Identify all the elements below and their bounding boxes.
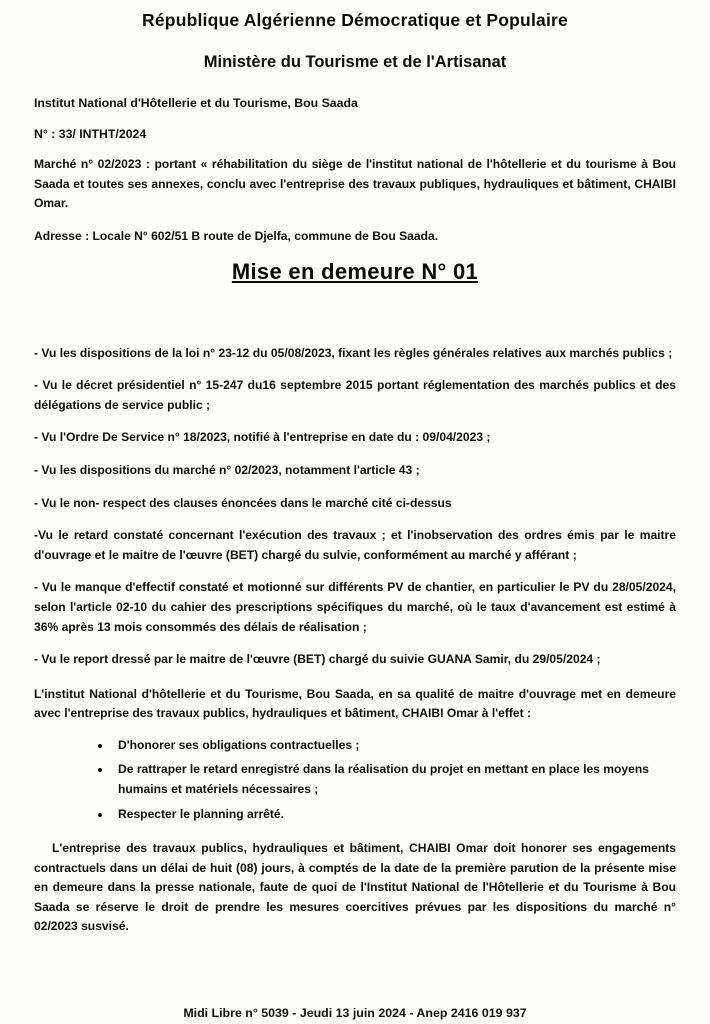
address-line: Adresse : Locale N° 602/51 B route de Djelfa, commune de Bou Saada. [34,228,439,243]
clause-item: - Vu le manque d'effectif constaté et motionné sur différents PV de chantier, en particulier le PV du 28/05/2024, selon l'article 02-10 du cahier des prescriptions spécifiques du marché, où le taux d'avancement est estimé à 36% après 13 mois consommés des délais de réalisation ; [34,580,676,634]
body-paragraph: L'institut National d'hôtellerie et du Tourisme, Bou Saada, en sa qualité de maitre d'ouvrage met en demeure avec l'entreprise des travaux publics, hydrauliques et bâtiment, CHAIBI Omar à l'effet : [34,686,676,721]
clause-item: - Vu le décret présidentiel n° 15-247 du16 septembre 2015 portant réglementation des marchés publics et des délégations de service public ; [34,378,676,412]
page-title: Mise en demeure N° 01 [231,258,479,284]
footer-publication: Midi Libre n° 5039 - Jeudi 13 juin 2024 - Anep 2416 019 937 [183,1006,527,1020]
reference-number: N° : 33/ INTHT/2024 [34,127,147,141]
clause-item: - Vu le non- respect des clauses énoncées dans le marché cité ci-dessus [34,495,452,510]
closing-paragraph: L'entreprise des travaux publics, hydrauliques et bâtiment, CHAIBI Omar doit honorer ses engagements contractuels dans un délai de huit (08) jours, à comptés de la date de la première parution de la présente mise en demeure dans la presse nationale, faute de quoi de l'Institut National de l'Hôtellerie et du Tourisme à Bou Saada se réserve le droit de prendre les mesures coercitives prévues par les dispositions du marché n° 02/2023 susvisé. [34,841,676,934]
clause-item: - Vu l'Ordre De Service n° 18/2023, notifié à l'entreprise en date du : 09/04/2023 ; [34,430,491,445]
header-ministry: Ministère du Tourisme et de l'Artisanat [203,53,507,71]
contract-paragraph: Marché n° 02/2023 : portant « réhabilitation du siège de l'institut national de l'hôtellerie et du tourisme à Bou Saada et toutes ses annexes, conclu avec l'entreprise des travaux publiques, hydrauliques et bâtiment, CHAIBI Omar. [34,157,676,211]
header-republic: République Algérienne Démocratique et Populaire [142,10,568,30]
clause-item: - Vu le report dressé par le maitre de l'œuvre (BET) chargé du suivie GUANA Samir, du 29/05/2024 ; [34,652,601,667]
title-spacer [34,285,676,331]
clause-item: - Vu les dispositions de la loi n° 23-12 du 05/08/2023, fixant les règles générales relatives aux marchés publics ; [34,345,673,360]
list-item: • De rattraper le retard enregistré dans la réalisation du projet en mettant en place les moyens humains et matériels nécessaires ; [112,760,676,799]
institute-name: Institut National d'Hôtellerie et du Tourisme, Bou Saada [34,96,358,110]
list-item: • D'honorer ses obligations contractuelles ; [112,736,676,756]
clause-item: -Vu le retard constaté concernant l'exécution des travaux ; et l'inobservation des ordres émis par le maitre d'ouvrage et le maitre de l'œuvre (BET) chargé du sulvie, conformément au marché y afférant ; [34,528,676,562]
list-item: • Respecter le planning arrêté. [112,805,676,825]
clause-item: - Vu les dispositions du marché n° 02/2023, notamment l'article 43 ; [34,463,420,478]
obligations-list [34,736,676,824]
